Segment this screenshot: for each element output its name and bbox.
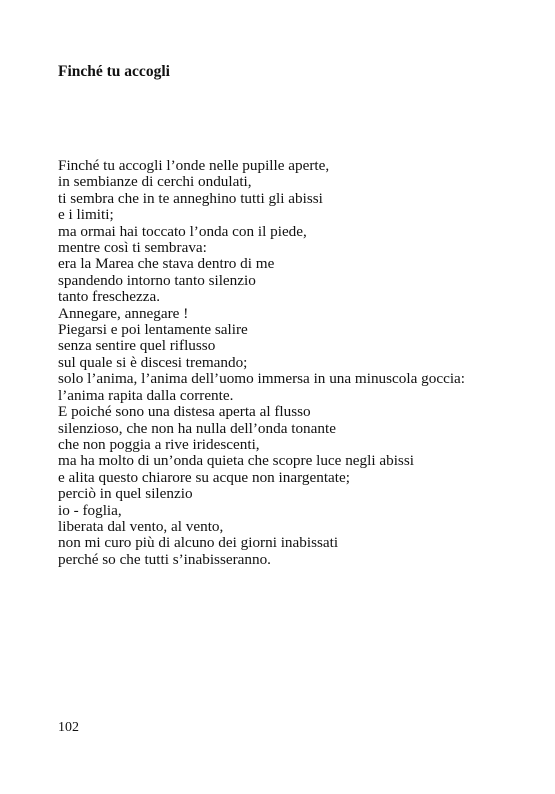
page-number: 102 bbox=[58, 720, 79, 735]
poem-line: solo l’anima, l’anima dell’uomo immersa in una minuscola goccia: bbox=[58, 370, 465, 388]
poem-line: liberata dal vento, al vento, bbox=[58, 517, 224, 535]
poem-line: e i limiti; bbox=[58, 206, 114, 224]
poem-line: sul quale si è discesi tremando; bbox=[58, 353, 248, 371]
poem-line: l’anima rapita dalla corrente. bbox=[58, 386, 234, 404]
poem-line: ma ha molto di un’onda quieta che scopre luce negli abissi bbox=[58, 452, 414, 470]
poem-line: non mi curo più di alcuno dei giorni inabissati bbox=[58, 534, 339, 552]
poem-line: Annegare, annegare ! bbox=[58, 304, 189, 322]
poem-line: E poiché sono una distesa aperta al flusso bbox=[58, 403, 311, 421]
poem-line: perché so che tutti s’inabisseranno. bbox=[58, 550, 271, 568]
poem-line: era la Marea che stava dentro di me bbox=[58, 255, 275, 273]
poem-line: silenzioso, che non ha nulla dell’onda tonante bbox=[58, 419, 336, 437]
poem-line: ti sembra che in te anneghino tutti gli abissi bbox=[58, 189, 323, 207]
poem-body bbox=[58, 158, 465, 568]
poem-line: tanto freschezza. bbox=[58, 288, 161, 306]
poem-line: Piegarsi e poi lentamente salire bbox=[58, 321, 248, 339]
poem-line: che non poggia a rive iridescenti, bbox=[58, 435, 260, 453]
poem-title: Finché tu accogli bbox=[58, 63, 170, 80]
poem-line: in sembianze di cerchi ondulati, bbox=[58, 173, 252, 191]
poem-line: io - foglia, bbox=[58, 501, 122, 519]
poem-line: senza sentire quel riflusso bbox=[58, 337, 216, 355]
poem-line: e alita questo chiarore su acque non inargentate; bbox=[58, 468, 350, 486]
poem-line: ma ormai hai toccato l’onda con il piede, bbox=[58, 222, 307, 240]
poem-line: spandendo intorno tanto silenzio bbox=[58, 271, 256, 289]
poem-line: perciò in quel silenzio bbox=[58, 485, 193, 503]
poem-line: Finché tu accogli l’onde nelle pupille aperte, bbox=[58, 157, 330, 174]
poem-line: mentre così ti sembrava: bbox=[58, 239, 207, 257]
